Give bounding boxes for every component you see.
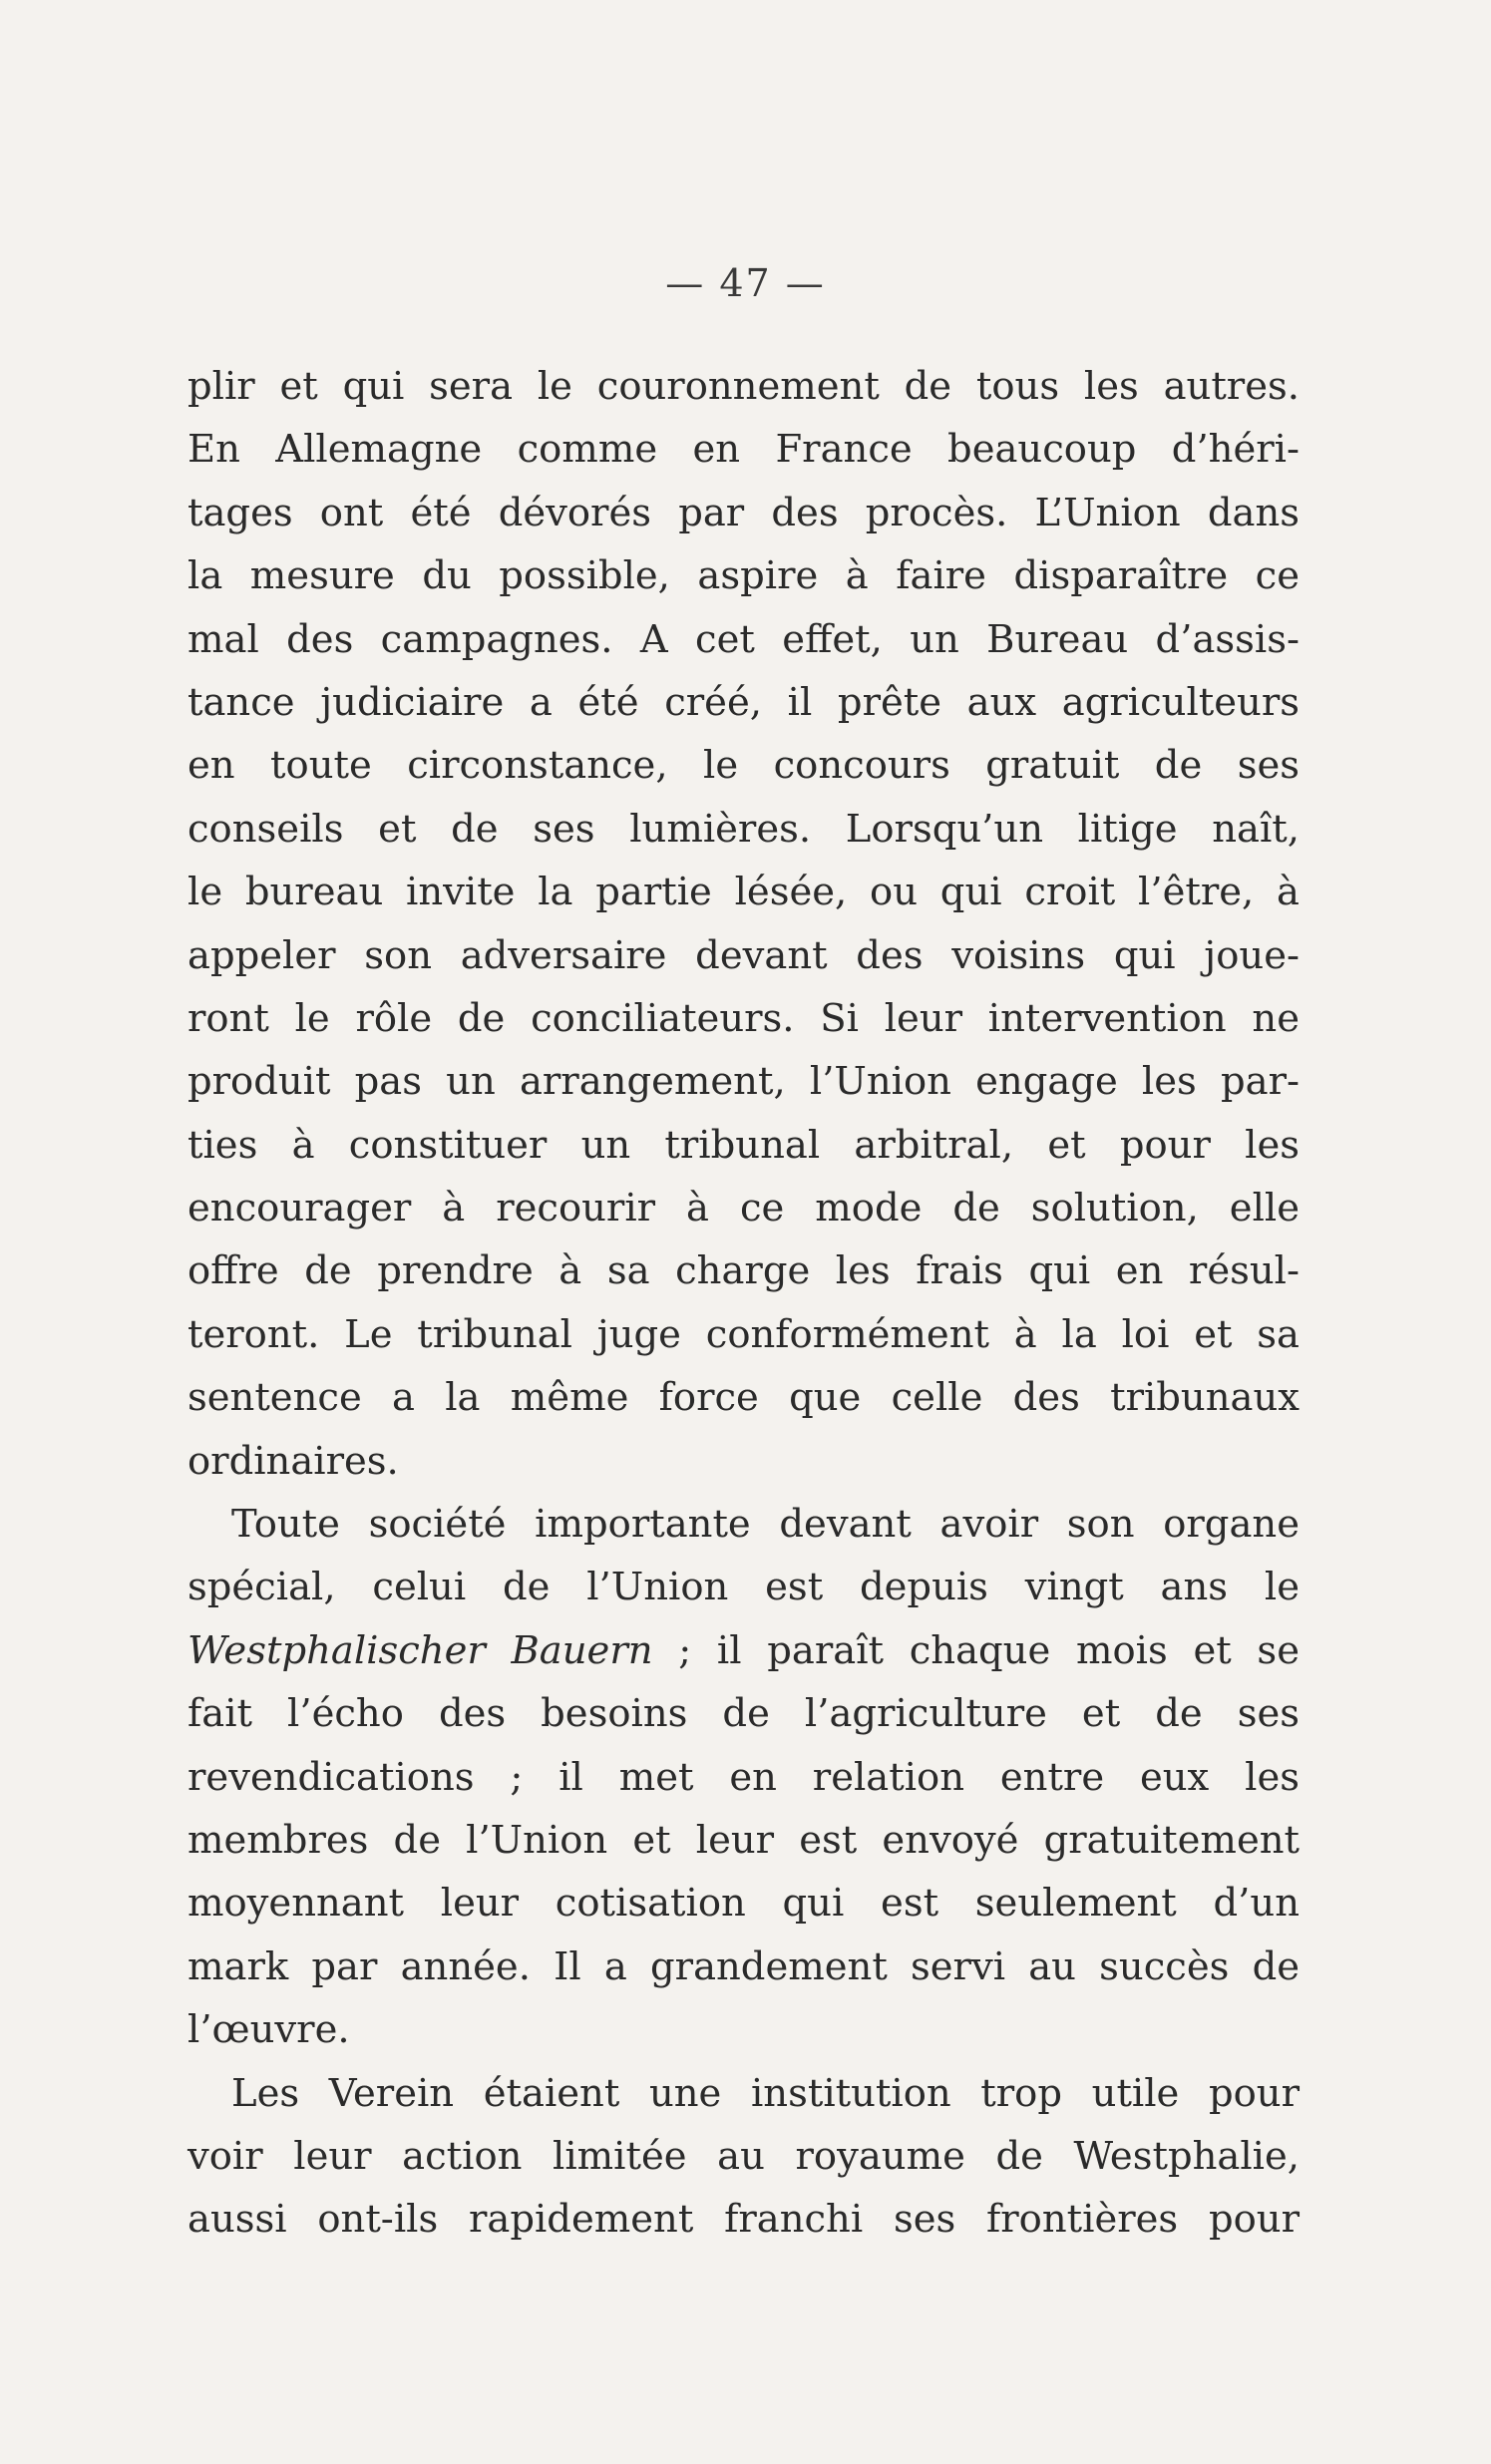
text-line: En Allemagne comme en France beaucoup d’héri- <box>187 427 1300 473</box>
text-line: plir et qui sera le couronnement de tous les autres. <box>187 364 1300 409</box>
text-line: en toute circonstance, le concours gratuit de ses <box>187 743 1300 789</box>
text-line: la mesure du possible, aspire à faire disparaître ce <box>187 553 1300 599</box>
text-line: ront le rôle de conciliateurs. Si leur intervention ne <box>187 995 1300 1041</box>
paragraph-start-line: Toute société importante devant avoir son organe <box>231 1502 1300 1548</box>
paragraph-start-line: Les Verein étaient une institution trop utile pour <box>231 2070 1300 2116</box>
text-line: teront. Le tribunal juge conformément à la loi et sa <box>187 1311 1300 1357</box>
text-line: ties à constituer un tribunal arbitral, et pour les <box>187 1122 1300 1168</box>
text-line: l’œuvre. <box>187 2007 350 2053</box>
text-line: moyennant leur cotisation qui est seulement d’un <box>187 1881 1300 1927</box>
text-line: mal des campagnes. A cet effet, un Bureau d’assis- <box>187 616 1300 662</box>
text-line: revendications ; il met en relation entre eux les <box>187 1754 1300 1800</box>
text-line: conseils et de ses lumières. Lorsqu’un litige naît, <box>187 806 1300 852</box>
text-line: encourager à recourir à ce mode de solution, elle <box>187 1186 1300 1232</box>
text-line: ordinaires. <box>187 1438 399 1484</box>
text-line: aussi ont-ils rapidement franchi ses frontières pour <box>187 2197 1300 2243</box>
body-text <box>187 355 1300 2252</box>
text-line: appeler son adversaire devant des voisins qui joue- <box>187 932 1300 978</box>
text-line-rest: ; il paraît chaque mois et se <box>652 1627 1300 1673</box>
text-line: produit pas un arrangement, l’Union engage les par- <box>187 1059 1300 1105</box>
text-line: voir leur action limitée au royaume de Westphalie, <box>187 2133 1300 2179</box>
text-line: tages ont été dévorés par des procès. L’Union dans <box>187 490 1300 535</box>
page-number: — 47 — <box>665 261 826 305</box>
text-line: spécial, celui de l’Union est depuis vingt ans le <box>187 1565 1300 1610</box>
text-line: membres de l’Union et leur est envoyé gratuitement <box>187 1817 1300 1863</box>
text-line: tance judiciaire a été créé, il prête aux agriculteurs <box>187 679 1300 725</box>
text-line: fait l’écho des besoins de l’agriculture et de ses <box>187 1691 1300 1737</box>
text-line <box>187 1619 1300 1682</box>
text-line: offre de prendre à sa charge les frais qui en résul- <box>187 1248 1300 1294</box>
text-line: mark par année. Il a grandement servi au succès de <box>187 1943 1300 1989</box>
text-line: sentence a la même force que celle des tribunaux <box>187 1375 1300 1421</box>
text-line: le bureau invite la partie lésée, ou qui croit l’être, à <box>187 870 1300 915</box>
journal-title: Westphalischer Bauern <box>187 1627 653 1673</box>
